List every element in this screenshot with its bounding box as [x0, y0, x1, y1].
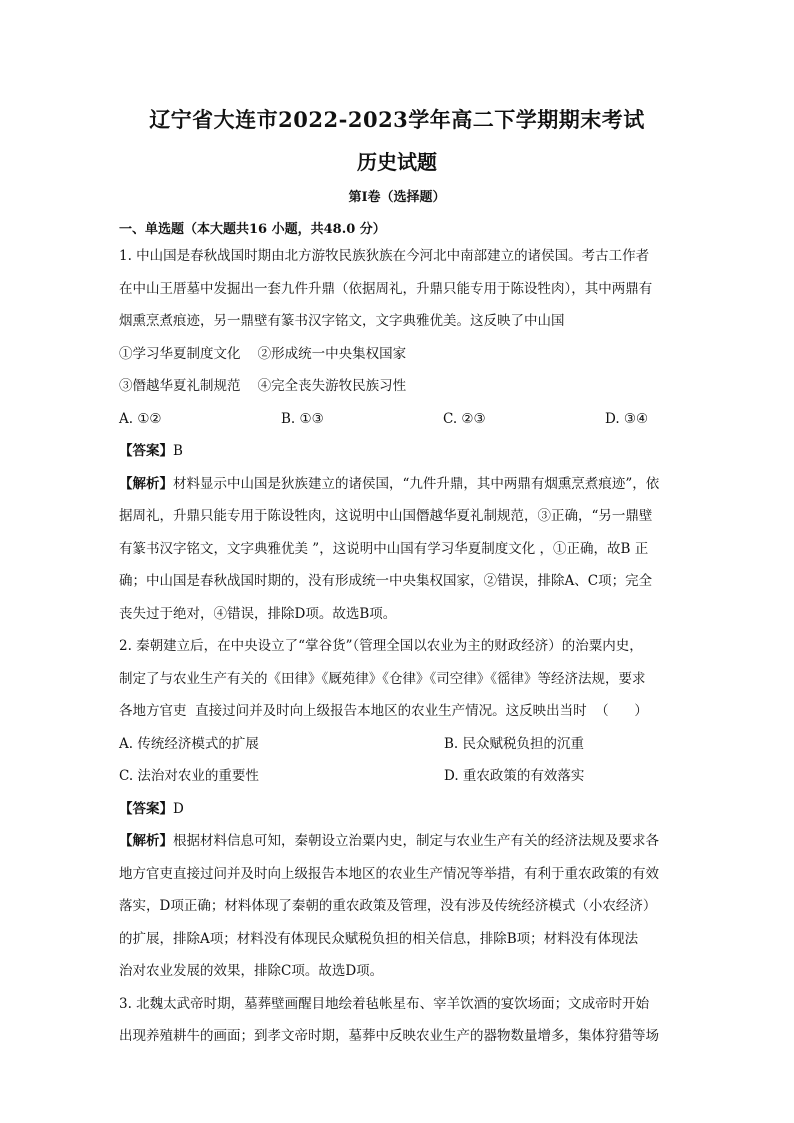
answer-value: B	[173, 443, 183, 459]
q2-analysis-line: 的扩展，排除A项；材料没有体现民众赋税负担的相关信息，排除B项；材料没有体现法	[119, 930, 639, 947]
answer-tag: 【答案】	[119, 800, 173, 817]
q1-answer	[119, 435, 679, 468]
q1-statement: ③僭越华夏礼制规范 ④完全丧失游牧民族习性	[119, 378, 407, 394]
answer-value: D	[173, 800, 184, 817]
q1-analysis-line: 【解析】材料显示中山国是狄族建立的诸侯国，“九件升鼎，其中两鼎有烟熏烹煮痕迹”，依	[119, 475, 660, 492]
q1-analysis-line: 据周礼，升鼎只能专用于陈设牲肉，这说明中山国僭越华夏礼制规范，③正确，“另一鼎壁	[119, 508, 653, 524]
analysis-tag: 【解析】	[119, 475, 173, 492]
q1-option-d: D. ③④	[605, 410, 649, 427]
q1-analysis-line: 有篆书汉字铭文，文字典雅优美 ”，这说明中山国有学习华夏制度文化 ，①正确，故B 正	[119, 540, 649, 557]
q1-option-a: A. ①②	[119, 410, 162, 427]
q2-analysis-line: 落实，D项正确；材料体现了秦朝的重农政策及管理，没有涉及传统经济模式（小农经济）	[119, 898, 657, 914]
q1-statement: ①学习华夏制度文化 ②形成统一中央集权国家	[119, 345, 407, 362]
q2-option-b: B. 民众赋税负担的沉重	[444, 735, 585, 752]
q1-options	[119, 403, 679, 436]
q2-analysis-line: 治对农业发展的效果，排除C项。故选D项。	[119, 963, 384, 979]
q2-analysis-line: 地方官吏直接过问并及时向上级报告本地区的农业生产情况等举措，有利于重农政策的有效	[119, 865, 659, 882]
q1-option-c: C. ②③	[443, 410, 486, 427]
q1-analysis-line: 丧失过于绝对，④错误，排除D项。故选B项。	[119, 605, 397, 622]
q2-option-a: A. 传统经济模式的扩展	[119, 735, 259, 752]
q1-option-b: B. ①③	[281, 410, 324, 427]
q2-stem-line: 制定了与农业生产有关的《田律》《厩苑律》《仓律》《司空律》《徭律》等经济法规，要求	[119, 670, 646, 687]
document-subtitle: 历史试题	[357, 150, 437, 174]
question-body	[119, 240, 679, 1053]
document-title: 辽宁省大连市2022-2023学年高二下学期期末考试	[149, 107, 645, 132]
q2-option-d: D. 重农政策的有效落实	[444, 768, 585, 784]
q2-analysis-line: 【解析】根据材料信息可知，秦朝设立治粟内史，制定与农业生产有关的经济法规及要求各	[119, 833, 659, 849]
q2-option-c: C. 法治对农业的重要性	[119, 768, 259, 784]
q1-stem-line: 1. 中山国是春秋战国时期由北方游牧民族狄族在今河北中南部建立的诸侯国。考古工作者	[119, 248, 650, 264]
section-heading: 一、单选题（本大题共16 小题，共48.0 分）	[119, 222, 386, 237]
q3-stem-line: 出现养殖耕牛的画面；到孝文帝时期，墓葬中反映农业生产的器物数量增多，集体狩猎等场	[119, 1028, 659, 1044]
q2-stem-line: 各地方官吏 直接过问并及时向上级报告本地区的农业生产情况。这反映出当时 （ ）	[119, 703, 648, 719]
q1-stem-line: 烟熏烹煮痕迹，另一鼎壁有篆书汉字铭文，文字典雅优美。这反映了中山国	[119, 313, 565, 329]
analysis-tag: 【解析】	[119, 833, 173, 849]
q1-analysis-line: 确；中山国是春秋战国时期的，没有形成统一中央集权国家，②错误，排除A、C项；完全	[119, 573, 653, 589]
volume-label: 第I卷（选择题）	[348, 190, 446, 205]
q2-options-row	[119, 728, 679, 761]
q2-stem-line: 2. 秦朝建立后，在中央设立了“掌谷货”（管理全国以农业为主的财政经济）的治粟内史，	[119, 638, 643, 654]
q1-stem-line: 在中山王厝墓中发掘出一套九件升鼎（依据周礼，升鼎只能专用于陈设牲肉），其中两鼎有	[119, 280, 653, 297]
q2-options-row	[119, 760, 679, 793]
q2-answer	[119, 793, 679, 826]
q3-stem-line: 3. 北魏太武帝时期，墓葬壁画醒目地绘着毡帐星布、宰羊饮酒的宴饮场面；文成帝时开始	[119, 995, 650, 1012]
answer-tag: 【答案】	[119, 443, 173, 459]
